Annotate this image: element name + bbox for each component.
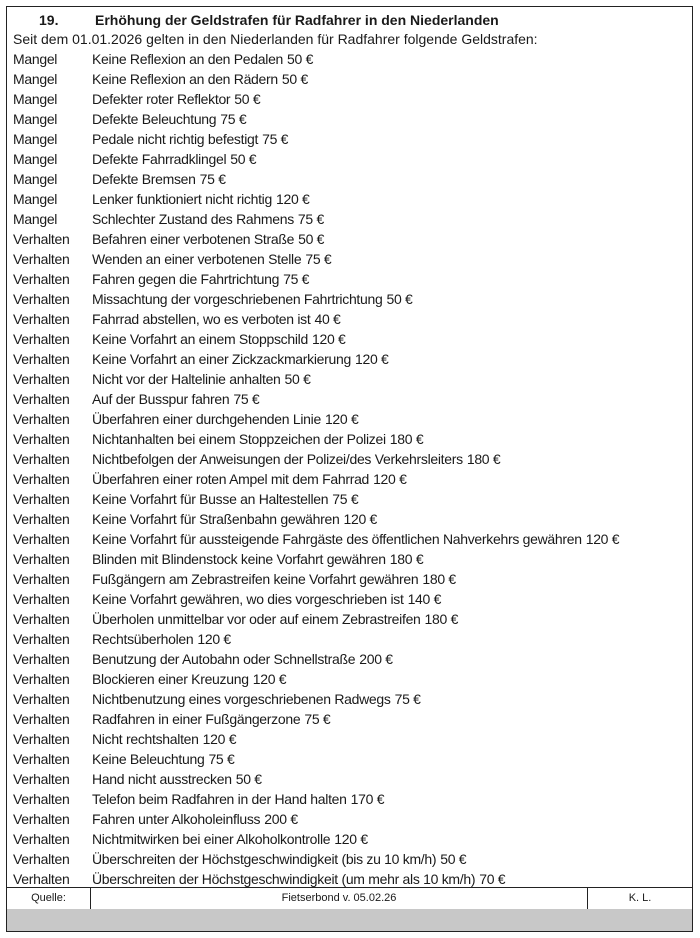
fine-amount: 75 € <box>262 131 289 147</box>
fine-category: Mangel <box>13 171 58 187</box>
fine-category: Mangel <box>13 91 58 107</box>
fine-description: Defekte Bremsen <box>92 171 196 187</box>
fine-description: Blinden mit Blindenstock keine Vorfahrt gewähren <box>92 551 386 567</box>
fine-description: Schlechter Zustand des Rahmens <box>92 211 294 227</box>
fine-category: Verhalten <box>13 791 70 807</box>
fine-amount: 50 € <box>440 851 467 867</box>
footer-gray-bar <box>7 909 692 931</box>
fine-description: Überschreiten der Höchstgeschwindigkeit (um mehr als 10 km/h) <box>92 871 476 887</box>
fine-description: Blockieren einer Kreuzung <box>92 671 249 687</box>
fine-row <box>13 429 688 449</box>
fine-category: Verhalten <box>13 631 70 647</box>
fine-category: Verhalten <box>13 251 70 267</box>
fine-description: Nicht rechtshalten <box>92 731 199 747</box>
fine-row <box>13 829 688 849</box>
fine-row <box>13 789 688 809</box>
fine-row <box>13 609 688 629</box>
fine-description: Nichtmitwirken bei einer Alkoholkontrolle <box>92 831 331 847</box>
fine-row <box>13 209 688 229</box>
fine-amount: 120 € <box>343 511 378 527</box>
fine-row <box>13 149 688 169</box>
fine-category: Verhalten <box>13 491 70 507</box>
fine-row <box>13 129 688 149</box>
document-frame <box>6 6 693 932</box>
fine-amount: 170 € <box>350 791 385 807</box>
fine-row <box>13 89 688 109</box>
fine-amount: 120 € <box>324 411 359 427</box>
fine-row <box>13 729 688 749</box>
fine-category: Verhalten <box>13 331 70 347</box>
fine-amount: 50 € <box>235 771 262 787</box>
fine-amount: 120 € <box>334 831 368 847</box>
section-number: 19. <box>39 11 59 28</box>
fine-amount: 180 € <box>424 611 459 627</box>
document-title: Erhöhung der Geldstrafen für Radfahrer in den Niederlanden <box>95 11 499 28</box>
fine-description: Radfahren in einer Fußgängerzone <box>92 711 301 727</box>
fine-category: Verhalten <box>13 391 70 407</box>
fine-description: Überfahren einer roten Ampel mit dem Fahrrad <box>92 471 370 487</box>
fine-row <box>13 629 688 649</box>
fine-description: Nichtbefolgen der Anweisungen der Polizei/des Verkehrsleiters <box>92 451 463 467</box>
fine-description: Überfahren einer durchgehenden Linie <box>92 411 321 427</box>
fine-description: Keine Beleuchtung <box>92 751 205 767</box>
source-text: Fietserbond v. 05.02.26 <box>91 888 588 909</box>
document-heading <box>13 10 688 29</box>
fine-description: Pedale nicht richtig befestigt <box>92 131 259 147</box>
fine-amount: 40 € <box>314 311 341 327</box>
fine-row <box>13 449 688 469</box>
fine-category: Verhalten <box>13 431 70 447</box>
fine-description: Keine Vorfahrt an einer Zickzackmarkierung <box>92 351 351 367</box>
fine-description: Nichtbenutzung eines vorgeschriebenen Radwegs <box>92 691 391 707</box>
fine-category: Verhalten <box>13 731 70 747</box>
fine-description: Befahren einer verbotenen Straße <box>92 231 295 247</box>
fine-row <box>13 249 688 269</box>
fine-category: Mangel <box>13 51 58 67</box>
fine-category: Verhalten <box>13 811 70 827</box>
fine-category: Verhalten <box>13 571 70 587</box>
fine-category: Verhalten <box>13 651 70 667</box>
fine-amount: 75 € <box>283 271 310 287</box>
fine-category: Mangel <box>13 151 58 167</box>
fine-description: Telefon beim Radfahren in der Hand halten <box>92 791 347 807</box>
fine-category: Mangel <box>13 191 58 207</box>
fine-description: Missachtung der vorgeschriebenen Fahrtrichtung <box>92 291 383 307</box>
author-initials: K. L. <box>628 892 652 904</box>
fine-description: Nicht vor der Haltelinie anhalten <box>92 371 281 387</box>
fine-category: Verhalten <box>13 671 70 687</box>
fine-row <box>13 869 688 889</box>
fine-description: Keine Reflexion an den Pedalen <box>92 51 284 67</box>
fine-row <box>13 529 688 549</box>
fine-row <box>13 769 688 789</box>
fine-category: Verhalten <box>13 531 70 547</box>
fine-description: Wenden an einer verbotenen Stelle <box>92 251 302 267</box>
fine-row <box>13 49 688 69</box>
fine-amount: 50 € <box>284 371 311 387</box>
fine-category: Verhalten <box>13 611 70 627</box>
fine-row <box>13 409 688 429</box>
fine-amount: 120 € <box>202 731 237 747</box>
fine-description: Fahrrad abstellen, wo es verboten ist <box>92 311 311 327</box>
fine-row <box>13 289 688 309</box>
fine-category: Verhalten <box>13 771 70 787</box>
fine-amount: 50 € <box>287 51 314 67</box>
fine-row <box>13 489 688 509</box>
fine-description: Fußgängern am Zebrastreifen keine Vorfahrt gewähren <box>92 571 419 587</box>
fine-description: Benutzung der Autobahn oder Schnellstraße <box>92 651 356 667</box>
fine-amount: 50 € <box>386 291 413 307</box>
fine-amount: 50 € <box>230 151 257 167</box>
fine-amount: 120 € <box>373 471 407 487</box>
fine-category: Verhalten <box>13 511 70 527</box>
fine-description: Überholen unmittelbar vor oder auf einem Zebrastreifen <box>92 611 421 627</box>
fine-row <box>13 709 688 729</box>
fine-category: Verhalten <box>13 371 70 387</box>
fine-category: Mangel <box>13 211 58 227</box>
fine-category: Verhalten <box>13 231 70 247</box>
fine-category: Verhalten <box>13 271 70 287</box>
fine-category: Verhalten <box>13 751 70 767</box>
fine-row <box>13 849 688 869</box>
fine-row <box>13 589 688 609</box>
fine-amount: 75 € <box>220 111 247 127</box>
fine-amount: 75 € <box>305 251 332 267</box>
fine-list <box>13 49 688 889</box>
fine-row <box>13 549 688 569</box>
fine-row <box>13 349 688 369</box>
fine-category: Verhalten <box>13 351 70 367</box>
fine-amount: 180 € <box>389 431 424 447</box>
fine-description: Defekte Beleuchtung <box>92 111 217 127</box>
fine-amount: 200 € <box>264 811 298 827</box>
fine-row <box>13 229 688 249</box>
fine-row <box>13 109 688 129</box>
fine-amount: 200 € <box>359 651 393 667</box>
fine-description: Keine Vorfahrt gewähren, wo dies vorgeschrieben ist <box>92 591 404 607</box>
fine-amount: 180 € <box>389 551 424 567</box>
fine-row <box>13 689 688 709</box>
fine-category: Verhalten <box>13 871 70 887</box>
fine-description: Keine Vorfahrt für Straßenbahn gewähren <box>92 511 340 527</box>
fine-amount: 70 € <box>479 871 506 887</box>
fine-row <box>13 69 688 89</box>
fine-description: Überschreiten der Höchstgeschwindigkeit (bis zu 10 km/h) <box>92 851 437 867</box>
fine-amount: 75 € <box>199 171 226 187</box>
fine-description: Defekter roter Reflektor <box>92 91 231 107</box>
fine-row <box>13 669 688 689</box>
fine-amount: 50 € <box>281 71 308 87</box>
fine-row <box>13 509 688 529</box>
fine-category: Verhalten <box>13 471 70 487</box>
intro-text: Seit dem 01.01.2026 gelten in den Niederlanden für Radfahrer folgende Geldstrafen: <box>13 31 538 47</box>
source-label: Quelle: <box>7 888 91 909</box>
fine-category: Verhalten <box>13 851 70 867</box>
fine-row <box>13 169 688 189</box>
footer <box>7 887 692 910</box>
fine-amount: 75 € <box>233 391 260 407</box>
fine-row <box>13 329 688 349</box>
fine-category: Verhalten <box>13 411 70 427</box>
fine-category: Mangel <box>13 131 58 147</box>
fine-category: Verhalten <box>13 311 70 327</box>
fine-category: Verhalten <box>13 711 70 727</box>
fine-category: Verhalten <box>13 831 70 847</box>
fine-amount: 75 € <box>332 491 359 507</box>
fine-description: Hand nicht ausstrecken <box>92 771 232 787</box>
fine-amount: 75 € <box>304 711 331 727</box>
fine-description: Fahren unter Alkoholeinfluss <box>92 811 261 827</box>
fine-row <box>13 649 688 669</box>
document-content <box>13 10 688 889</box>
fine-row <box>13 469 688 489</box>
fine-amount: 180 € <box>466 451 501 467</box>
fine-amount: 50 € <box>234 91 261 107</box>
fine-category: Mangel <box>13 71 58 87</box>
fine-description: Rechtsüberholen <box>92 631 194 647</box>
fine-amount: 75 € <box>394 691 421 707</box>
fine-row <box>13 369 688 389</box>
fine-description: Lenker funktioniert nicht richtig <box>92 191 272 207</box>
fine-category: Verhalten <box>13 291 70 307</box>
fine-amount: 75 € <box>297 211 324 227</box>
fine-amount: 120 € <box>275 191 310 207</box>
fine-row <box>13 389 688 409</box>
fine-amount: 120 € <box>197 631 231 647</box>
fine-description: Keine Reflexion an den Rädern <box>92 71 278 87</box>
fine-amount: 75 € <box>208 751 235 767</box>
fine-amount: 50 € <box>298 231 325 247</box>
fine-category: Verhalten <box>13 551 70 567</box>
fine-description: Fahren gegen die Fahrtrichtung <box>92 271 280 287</box>
fine-amount: 140 € <box>407 591 442 607</box>
fine-category: Mangel <box>13 111 58 127</box>
fine-row <box>13 569 688 589</box>
fine-row <box>13 309 688 329</box>
fine-amount: 120 € <box>585 531 620 547</box>
fine-category: Verhalten <box>13 691 70 707</box>
fine-category: Verhalten <box>13 451 70 467</box>
fine-row <box>13 749 688 769</box>
fine-description: Auf der Busspur fahren <box>92 391 230 407</box>
fine-description: Keine Vorfahrt für aussteigende Fahrgäste des öffentlichen Nahverkehrs gewähren <box>92 531 582 547</box>
fine-description: Keine Vorfahrt an einem Stoppschild <box>92 331 308 347</box>
fine-row <box>13 809 688 829</box>
fine-amount: 120 € <box>354 351 389 367</box>
fine-row <box>13 189 688 209</box>
fine-description: Nichtanhalten bei einem Stoppzeichen der Polizei <box>92 431 386 447</box>
fine-description: Defekte Fahrradklingel <box>92 151 227 167</box>
fine-category: Verhalten <box>13 591 70 607</box>
fine-description: Keine Vorfahrt für Busse an Haltestellen <box>92 491 329 507</box>
fine-row <box>13 269 688 289</box>
fine-amount: 120 € <box>311 331 346 347</box>
fine-amount: 120 € <box>252 671 287 687</box>
fine-amount: 180 € <box>422 571 456 587</box>
